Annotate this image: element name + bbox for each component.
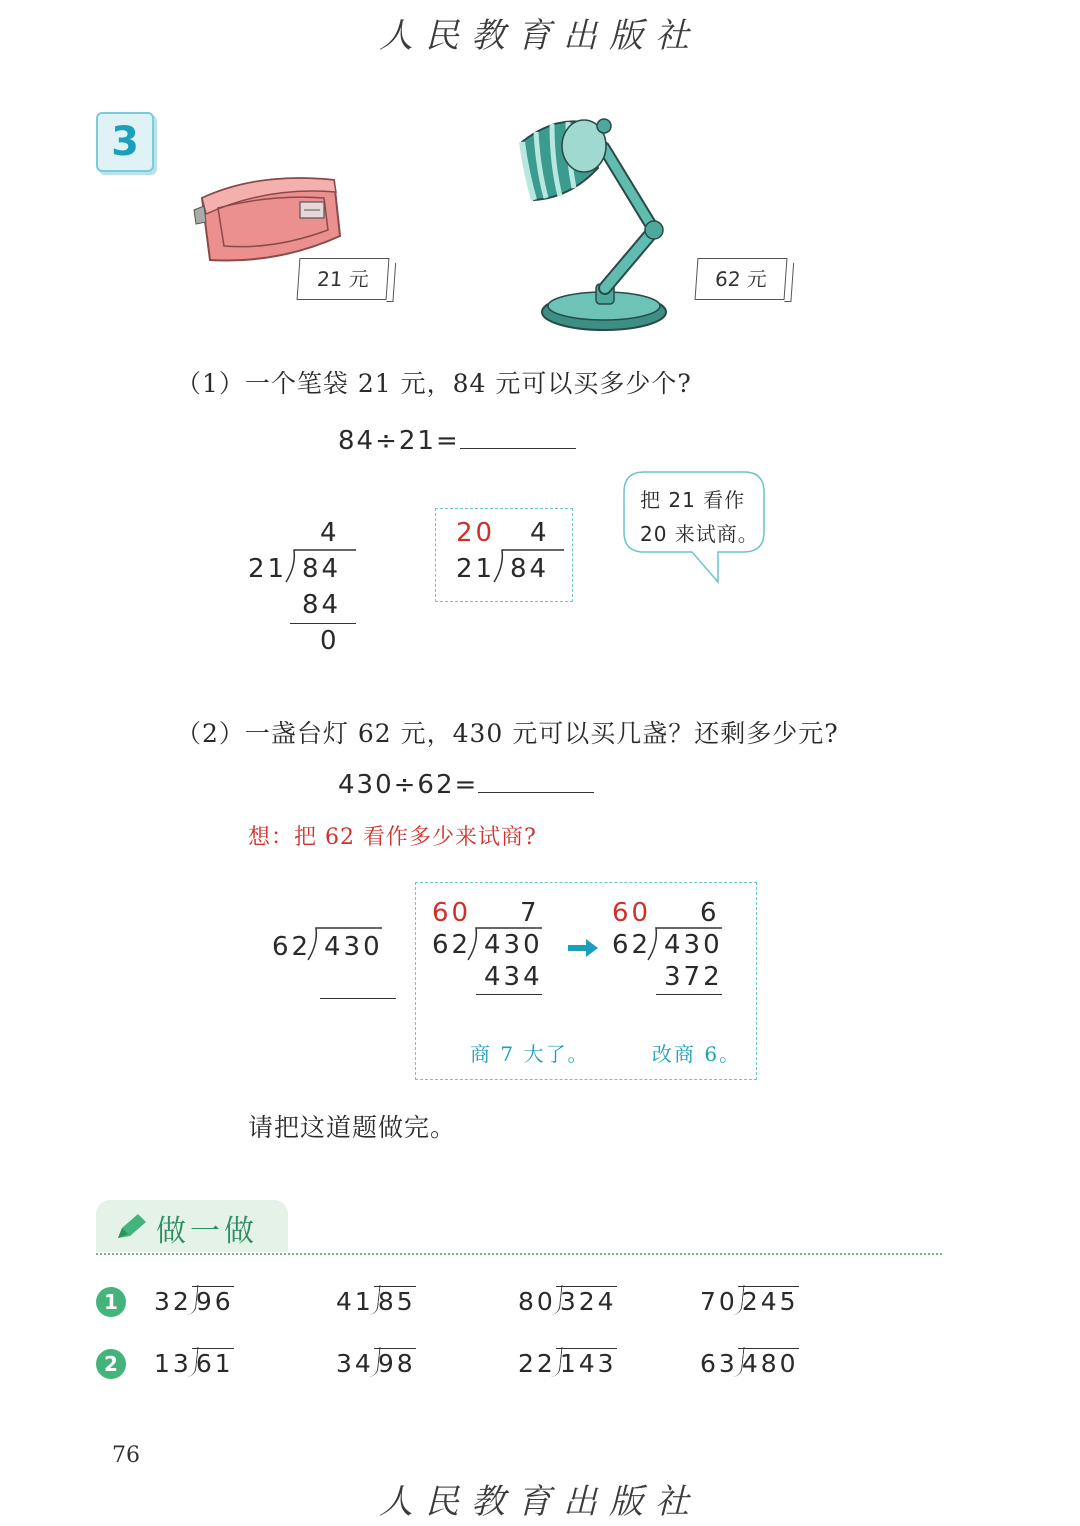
desk-lamp-illustration xyxy=(512,112,682,337)
exercise-1-4: 70 245 xyxy=(700,1287,799,1316)
question-1 xyxy=(176,364,692,400)
exercise-1-1: 32 96 xyxy=(154,1287,234,1316)
finish-instruction: 请把这道题做完。 xyxy=(248,1113,457,1142)
example-number-badge: 3 xyxy=(96,112,154,172)
pencil-icon xyxy=(114,1212,148,1242)
trial-dividend: 84 xyxy=(510,554,550,584)
question-1-label: （1） xyxy=(176,369,245,398)
exercise-2-3: 22 143 xyxy=(518,1349,617,1378)
try2-divisor: 62 xyxy=(612,930,652,960)
question-2-expression xyxy=(338,768,594,800)
trial-quotient: 4 xyxy=(530,518,550,548)
trial-divisor: 21 xyxy=(456,554,496,584)
practice-divider xyxy=(96,1253,942,1255)
try2-quotient: 6 xyxy=(700,898,720,928)
ld2-subtract-line xyxy=(320,998,396,999)
answer-blank[interactable] xyxy=(478,768,594,793)
trial-bracket xyxy=(492,548,568,584)
ld1-quotient: 4 xyxy=(320,518,340,548)
ld2-dividend: 430 xyxy=(324,932,383,962)
ld1-divisor: 21 xyxy=(248,554,288,584)
question-1-text: 一个笔袋 21 元，84 元可以买多少个? xyxy=(244,369,692,398)
try2-product: 372 xyxy=(664,962,723,992)
try2-estimate: 60 xyxy=(612,898,652,928)
try2-bracket xyxy=(646,926,726,962)
try2-note: 改商 6。 xyxy=(652,1042,742,1066)
trial-divisor-estimate: 20 xyxy=(456,518,496,548)
try1-product: 434 xyxy=(484,962,543,992)
try1-dividend: 430 xyxy=(484,930,543,960)
ld1-bracket xyxy=(284,548,360,584)
question-2 xyxy=(176,714,839,750)
try1-bracket xyxy=(466,926,546,962)
bubble-line-1: 把 21 看作 xyxy=(640,488,746,512)
pencil-case-illustration xyxy=(188,168,348,268)
price-tag-lamp: 62 元 xyxy=(695,258,788,300)
page-number: 76 xyxy=(112,1443,140,1468)
question-1-expression xyxy=(338,424,576,456)
ld1-remainder: 0 xyxy=(320,626,340,656)
hint-text: 想：把 62 看作多少来试商? xyxy=(248,825,537,850)
ld1-dividend: 84 xyxy=(302,554,342,584)
ld2-bracket xyxy=(306,926,386,962)
ld1-product: 84 xyxy=(302,590,342,620)
question-2-text: 一盏台灯 62 元，430 元可以买几盏？还剩多少元? xyxy=(244,719,839,748)
expression-text: 430÷62= xyxy=(338,770,479,800)
exercise-1-2: 41 85 xyxy=(336,1287,416,1316)
exercise-2-1: 13 61 xyxy=(154,1349,234,1378)
publisher-header: 人民教育出版社 xyxy=(379,16,701,56)
exercise-number-1: 1 xyxy=(96,1287,126,1317)
try1-quotient: 7 xyxy=(520,898,540,928)
question-2-label: （2） xyxy=(176,719,245,748)
right-arrow-icon xyxy=(566,936,600,960)
try2-subtract-line xyxy=(656,994,722,995)
ld1-subtract-line xyxy=(290,623,356,624)
exercise-2-2: 34 98 xyxy=(336,1349,416,1378)
expression-text: 84÷21= xyxy=(338,426,460,456)
try1-divisor: 62 xyxy=(432,930,472,960)
try1-note: 商 7 大了。 xyxy=(470,1042,590,1066)
exercise-number-2: 2 xyxy=(96,1349,126,1379)
exercise-2-4: 63 480 xyxy=(700,1349,799,1378)
answer-blank[interactable] xyxy=(460,424,576,449)
try1-estimate: 60 xyxy=(432,898,472,928)
price-tag-pencil-case: 21 元 xyxy=(297,258,390,300)
practice-title: 做一做 xyxy=(156,1214,258,1249)
try1-subtract-line xyxy=(476,994,542,995)
try2-dividend: 430 xyxy=(664,930,723,960)
ld2-divisor: 62 xyxy=(272,932,312,962)
bubble-line-2: 20 来试商。 xyxy=(640,522,759,546)
publisher-footer: 人民教育出版社 xyxy=(379,1482,701,1522)
exercise-1-3: 80 324 xyxy=(518,1287,617,1316)
